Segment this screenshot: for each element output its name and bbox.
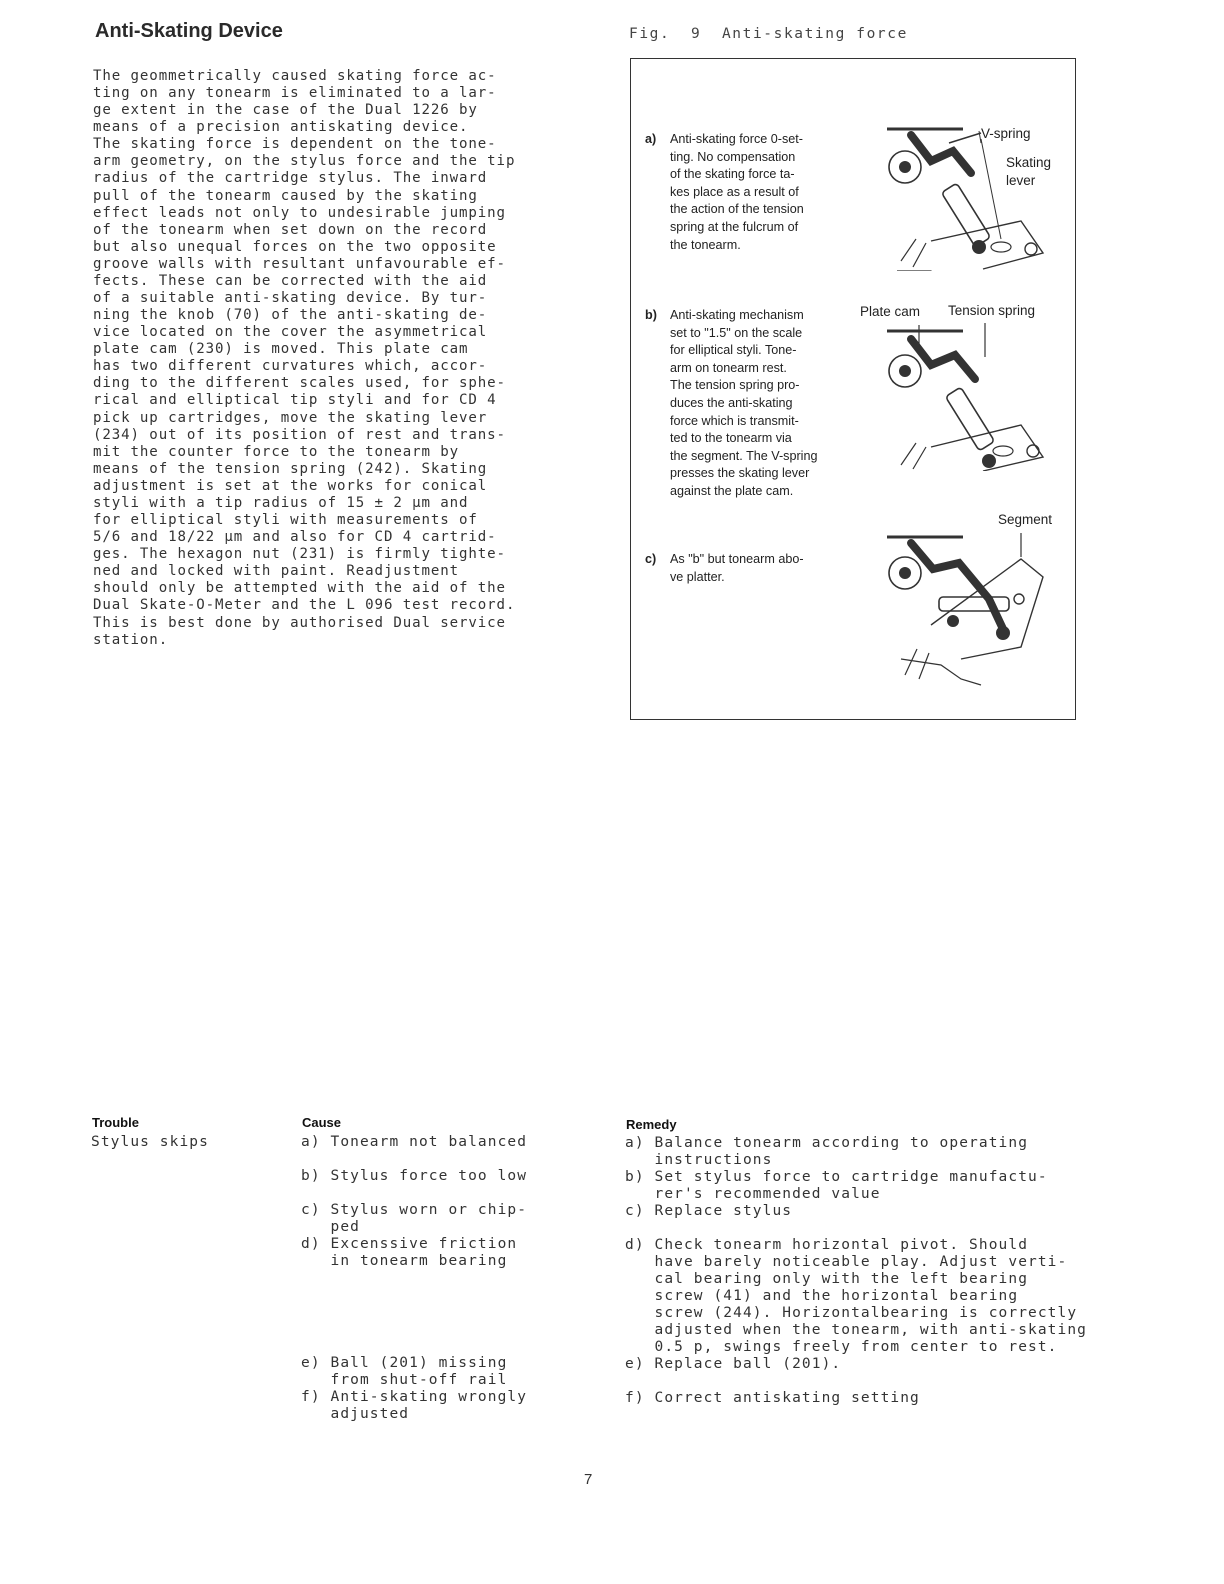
remedy-f: f) Correct antiskating setting: [625, 1390, 920, 1406]
remedy-d: d) Check tonearm horizontal pivot. Should have barely noticeable play. Adjust verti- cal bearing only with the left bearing screw (41) and the horizontal bearing screw (244). Horizontalbearing is correctly adjusted when the tonearm, with anti-skating 0.5 p, swings freely from center to rest.: [625, 1237, 1087, 1355]
figure-item-b-text: Anti-skating mechanism set to "1.5" on the scale for elliptical styli. Tone- arm on tonearm rest. The tension spring pro- duces the anti-skating force which is transmit- ted to the tonearm via the segment. The V-spring presses the skating lever against the plate cam.: [670, 308, 818, 498]
cause-f: f) Anti-skating wrongly adjusted: [301, 1389, 528, 1422]
label-tension-spring: Tension spring: [948, 303, 1036, 318]
label-v-spring: V-spring: [981, 126, 1031, 141]
label-lever: lever: [1006, 173, 1036, 188]
page-number: 7: [584, 1471, 593, 1488]
trouble-text: Stylus skips: [91, 1134, 209, 1150]
cause-e: e) Ball (201) missing from shut-off rail: [301, 1355, 508, 1388]
cause-c: c) Stylus worn or chip- ped: [301, 1202, 528, 1235]
section-body: The geommetrically caused skating force ac- ting on any tonearm is eliminated to a lar- ge extent in the case of the Dual 1226 by means of a precision antiskating device. The skating force is dependent on the tone- arm geometry, on the stylus force and the tip radius of the cartridge stylus. The inward pull of the tonearm caused by the skating effect leads not only to undesirable jumping of the tonearm when set down on the record but also unequal forces on the two opposite groove walls with resultant unfavourable ef- fects. These can be corrected with the aid of a suitable anti-skating device. By tur- ning the knob (70) of the anti-skating de- vice located on the cover the asymmetrical plate cam (230) is moved. This plate cam has two different curvatures which, accor- ding to the different scales used, for sphe- rical and elliptical tip styli and for CD 4 pick up cartridges, move the skating lever (234) out of its position of rest and trans- mit the counter force to the tonearm by means of the tension spring (242). Skating adjustment is set at the works for conical styli with a tip radius of 15 ± 2 µm and for elliptical styli with measurements of 5/6 and 18/22 µm and also for CD 4 cartrid- ges. The hexagon nut (231) is firmly tighte- ned and locked with paint. Readjustment should only be attempted with the aid of the Dual Skate-O-Meter and the L 096 test record. This is best done by authorised Dual service station.: [93, 68, 516, 648]
cause-a: a) Tonearm not balanced: [301, 1134, 528, 1150]
label-segment: Segment: [998, 512, 1053, 527]
label-skating: Skating: [1006, 155, 1052, 170]
remedy-c: c) Replace stylus: [625, 1203, 793, 1219]
header-trouble: Trouble: [92, 1115, 139, 1130]
cause-b: b) Stylus force too low: [301, 1168, 528, 1184]
figure-box: [630, 58, 1076, 720]
remedy-a: a) Balance tonearm according to operating instructions: [625, 1135, 1029, 1168]
figure-item-a-letter: a): [645, 132, 657, 146]
figure-item-b-letter: b): [645, 308, 657, 322]
mechanism-illustration-b: [871, 321, 1071, 471]
figure-caption: Fig. 9 Anti-skating force: [629, 26, 908, 42]
header-remedy: Remedy: [626, 1117, 677, 1132]
mechanism-illustration-c: [871, 529, 1071, 689]
figure-item-a-text: Anti-skating force 0-set- ting. No compensation of the skating force ta- kes place as a result of the action of the tension spring at the fulcrum of the tonearm.: [670, 132, 804, 252]
figure-item-c-text: As "b" but tonearm abo- ve platter.: [670, 552, 804, 584]
section-title: Anti-Skating Device: [95, 20, 283, 42]
cause-d: d) Excenssive friction in tonearm bearing: [301, 1236, 518, 1269]
mechanism-illustration-a: [871, 121, 1071, 271]
label-plate-cam: Plate cam: [860, 304, 921, 319]
figure-item-c-letter: c): [645, 552, 657, 566]
header-cause: Cause: [302, 1115, 342, 1130]
remedy-b: b) Set stylus force to cartridge manufactu- rer's recommended value: [625, 1169, 1048, 1202]
remedy-e: e) Replace ball (201).: [625, 1356, 842, 1372]
